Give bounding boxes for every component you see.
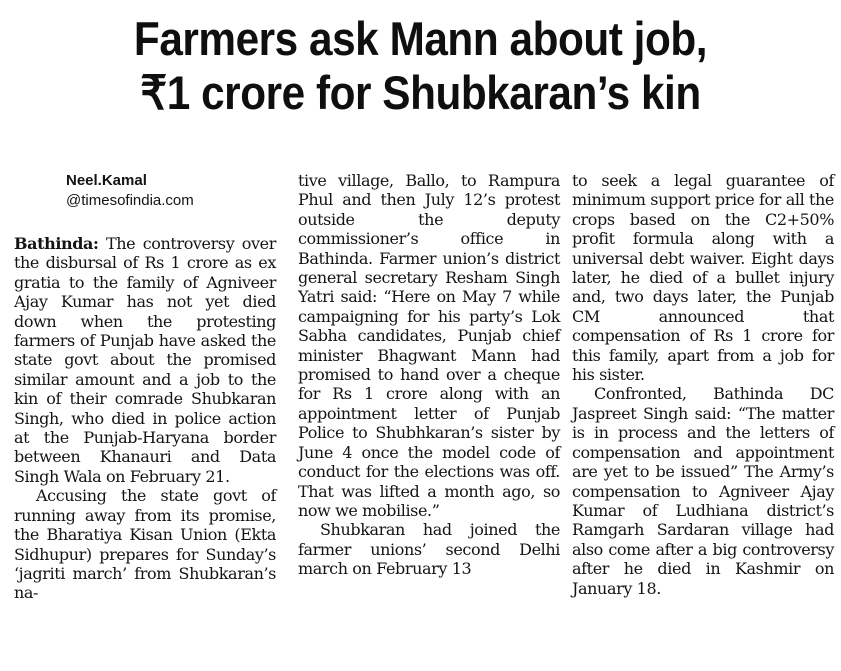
byline [66,171,266,211]
article-paragraph [14,234,276,486]
article-column-3 [572,171,834,598]
article-paragraph: Shubkaran had joined the farmer unions’ second Delhi march on February 13 [298,520,560,579]
article-paragraph: Confronted, Bathinda DC Jaspreet Singh said: “The matter is in process and the letters of compensation and appointment are yet to be issued” The Army’s compensation to Agniveer Ajay Kumar of Ludhiana district’s Ramgarh Sardaran village had also come after a big controversy after he died in Kashmir on January 18. [572,384,834,598]
article-paragraph: to seek a legal guarantee of minimum support price for all the crops based on the C2+50% profit formula along with a universal debt waiver. Eight days later, he died of a bullet injury and, two days later, the Punjab CM announced that compensation of Rs 1 crore for this family, apart from a job for his sister. [572,171,834,385]
dateline: Bathinda: [14,234,99,253]
headline-line-1: Farmers ask Mann about job, [133,12,708,65]
byline-author: Neel.Kamal [66,172,147,189]
article-column-1 [14,234,276,603]
article-paragraph: tive village, Ballo, to Rampura Phul and then July 12’s protest outside the deputy commissioner’s office in Bathinda. Farmer union’s district general secretary Resham Singh Yatri said: “Here on May 7 while campaigning for his party’s Lok Sabha candidates, Punjab chief minister Bhagwant Mann had promised to hand over a cheque for Rs 1 crore along with an appointment letter of Punjab Police to Shubhkaran’s sister by June 4 once the model code of conduct for the elections was off. That was lifted a month ago, so now we mobilise.” [298,171,560,520]
article-column-2 [298,171,560,579]
article-paragraph: Accusing the state govt of running away from its promise, the Bharatiya Kisan Union (Ekta Sidhupur) prepares for Sunday’s ‘jagriti march’ from Shubkaran’s na- [14,486,276,603]
paragraph-text: The controversy over the disbursal of Rs 1 crore as ex gratia to the family of Agniveer Ajay Kumar has not yet died down when the protesting farmers of Punjab have asked the state govt about the promised similar amount and a job to the kin of their comrade Shubkaran Singh, who died in police action at the Punjab-Haryana border between Khanauri and Data Singh Wala on February 21. [14,234,276,486]
headline [51,12,790,120]
byline-handle: @timesofindia.com [66,192,194,209]
headline-line-2: ₹1 crore for Shubkaran’s kin [140,66,701,119]
